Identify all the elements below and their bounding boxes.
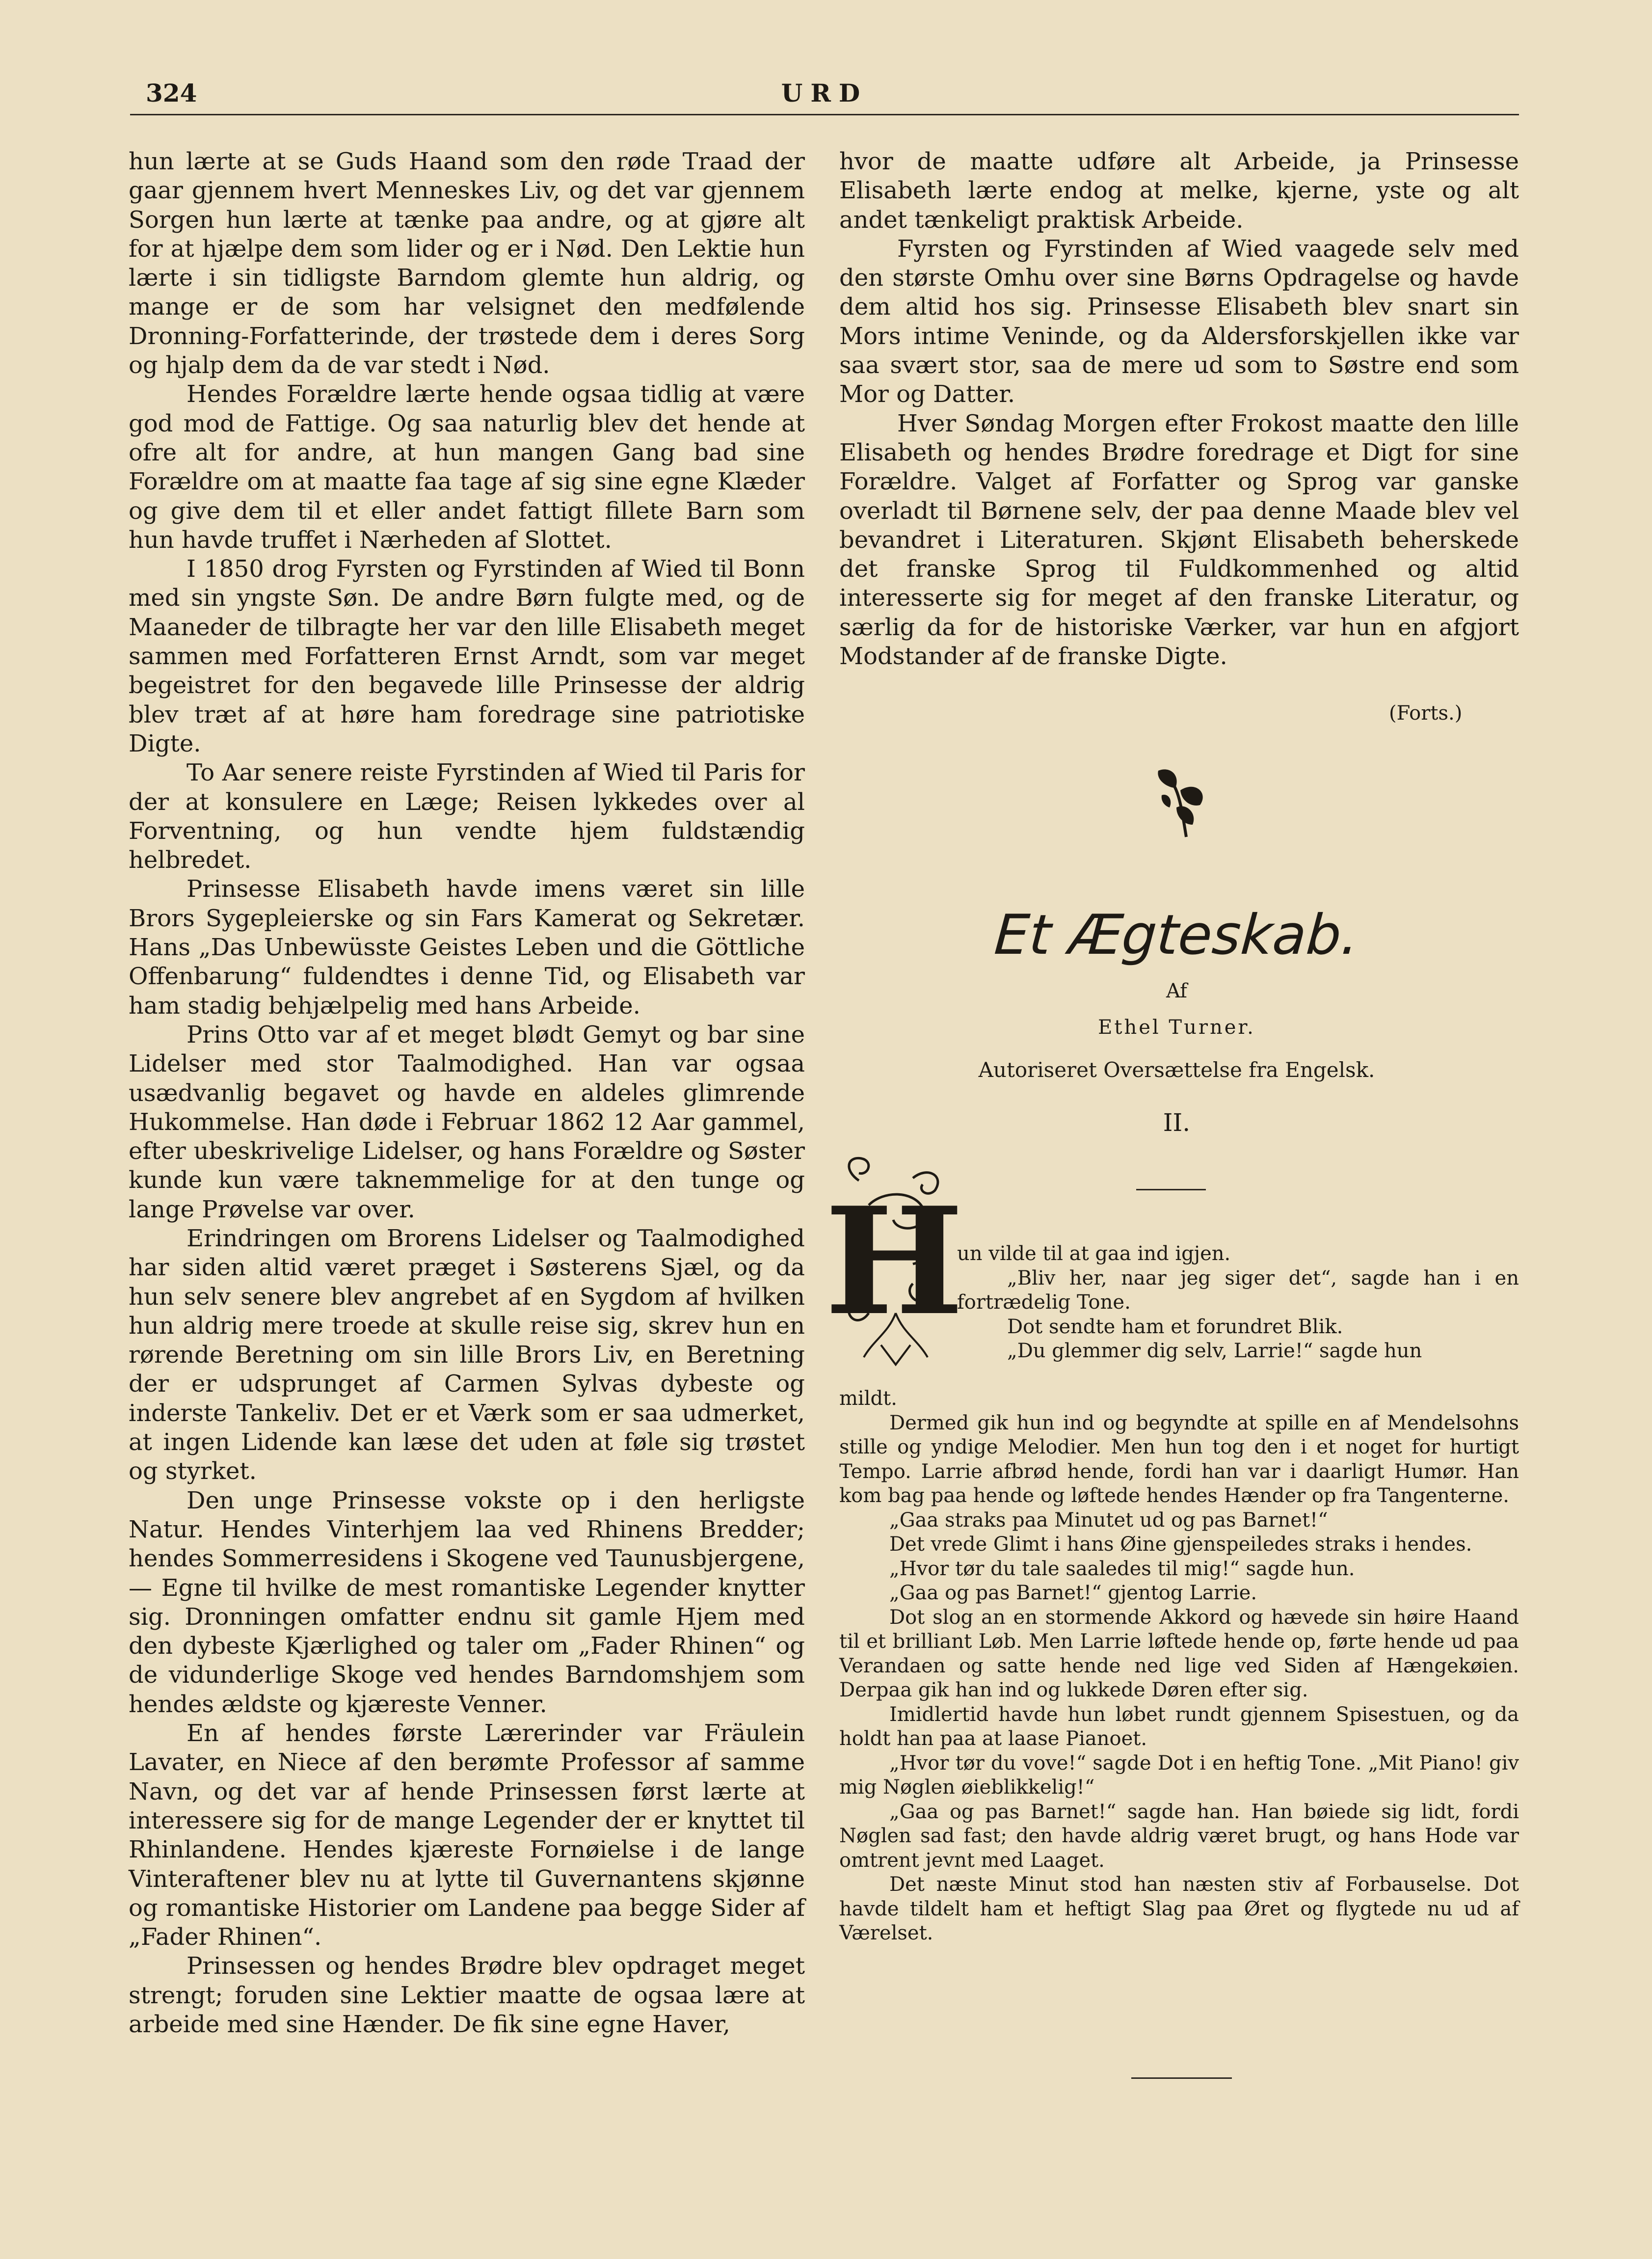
journal-title: URD (781, 79, 868, 108)
paragraph: „Bliv her, naar jeg siger det“, sagde han i en fortrædelig Tone. (957, 1266, 1519, 1314)
paragraph: hun lærte at se Guds Haand som den røde Traad der gaar gjennem hvert Menneskes Liv, og det var gjennem Sorgen hun lærte at tænke paa andre, og at gjøre alt for at hjælpe dem som lider og er i Nød. Den Lektie hun lærte i sin tidligste Barndom glemte hun aldrig, og mange er de som har velsignet den medfølende Dronning-Forfatterinde, der trøstede dem i deres Sorg og hjalp dem da de var stedt i Nød. (129, 148, 805, 379)
paragraph: Imidlertid havde hun løbet rundt gjennem Spisestuen, og da holdt han paa at laase Pianoet. (839, 1703, 1519, 1750)
paragraph: hvor de maatte udføre alt Arbeide, ja Prinsesse Elisabeth lærte endog at melke, kjerne, yste og alt andet tænkeligt praktisk Arbeide. (839, 148, 1519, 234)
story-title: Et Ægteskab. (992, 903, 1361, 967)
chapter-number: II. (1163, 1108, 1191, 1137)
byline-prefix: Af (1166, 980, 1187, 1002)
paragraph: Dot slog an en stormende Akkord og hævede sin høire Haand til et brilliant Løb. Men Larrie løftede hende op, førte hende ud paa Verandaen og satte hende ned lige ved Siden af Hængekøien. Derpaa gik han ind og lukkede Døren efter sig. (839, 1606, 1519, 1701)
paragraph: Dermed gik hun ind og begyndte at spille en af Mendelsohns stille og yndige Melodier. Men hun tog den i et noget for hurtigt Tempo. Larrie afbrød hende, fordi han var i daarligt Humør. Han kom bag paa hende og løftede hendes Hænder op fra Tangenterne. (839, 1411, 1519, 1507)
paragraph: En af hendes første Lærerinder var Fräulein Lavater, en Niece af den berømte Professor af samme Navn, og det var af hende Prinsessen først lærte at interessere sig for de mange Legender der er knyttet til Rhinlandene. Hendes kjæreste Fornøielse i de lange Vinteraftener blev nu at lytte til Guvernantens skjønne og romantiske Historier om Landene paa begge Sider af „Fader Rhinen“. (129, 1720, 805, 1951)
decorative-initial (825, 1151, 964, 1372)
story-opening-beside-initial (957, 1242, 1519, 1364)
paragraph: Den unge Prinsesse vokste op i den herligste Natur. Hendes Vinterhjem laa ved Rhinens Bredder; hendes Sommerresidens i Skogene ved Taunusbjergene, — Egne til hvilke de mest romantiske Legender knytter sig. Dronningen omfatter endnu sit gamle Hjem med den dybeste Kjærlighed og taler om „Fader Rhinen“ og de vidunderlige Skoge ved hendes Barndomshjem som hendes ældste og kjæreste Venner. (129, 1486, 805, 1718)
paragraph: Erindringen om Brorens Lidelser og Taalmodighed har siden altid været præget i Søsterens Sjæl, og da hun selv senere blev angrebet af en Sygdom af hvilken hun aldrig mere troede at skulle reise sig, skrev hun en rørende Beretning om sin lille Brors Liv, en Beretning der er udsprunget af Carmen Sylvas dybeste og inderste Tankeliv. Det er et Værk som er saa udmerket, at ingen Lidende kan læse det uden at føle sig trøstet og styrket. (129, 1224, 805, 1485)
left-column (129, 147, 805, 2039)
right-column-article-end (839, 147, 1519, 671)
paragraph: un vilde til at gaa ind igjen. (957, 1242, 1231, 1265)
paragraph: Fyrsten og Fyrstinden af Wied vaagede selv med den største Omhu over sine Børns Opdragelse og havde dem altid hos sig. Prinsesse Elisabeth blev snart sin Mors intime Veninde, og da Aldersforskjellen ikke var saa svært stor, saa de mere ud som to Søstre end som Mor og Datter. (839, 235, 1519, 408)
paragraph: „Gaa straks paa Minutet ud og pas Barnet!“ (889, 1508, 1328, 1532)
paragraph: To Aar senere reiste Fyrstinden af Wied til Paris for der at konsulere en Læge; Reisen lykkedes over al Forventning, og hun vendte hjem fuldstændig helbredet. (129, 759, 805, 874)
paragraph: Prinsessen og hendes Brødre blev opdraget meget strengt; foruden sine Lektier maatte de ogsaa lære at arbeide med sine Hænder. De fik sine egne Haver, (129, 1952, 805, 2038)
running-header (130, 79, 1519, 113)
paragraph: „Hvor tør du vove!“ sagde Dot i en heftig Tone. „Mit Piano! giv mig Nøglen øieblikkelig!“ (839, 1751, 1519, 1799)
header-rule (130, 114, 1519, 115)
paragraph: Prinsesse Elisabeth havde imens været sin lille Brors Sygepleierske og sin Fars Kamerat og Sekretær. Hans „Das Unbewüsste Geistes Leben und die Göttliche Offenbarung“ fuldendtes i denne Tid, og Elisabeth var ham stadig behjælpelig med hans Arbeide. (129, 875, 805, 1020)
page-number: 324 (146, 79, 197, 108)
paragraph: Det næste Minut stod han næsten stiv af Forbauselse. Dot havde tildelt ham et heftigt Slag paa Øret og flygtede nu ud af Værelset. (839, 1873, 1519, 1944)
paragraph: Det vrede Glimt i hans Øine gjenspeiledes straks i hendes. (889, 1533, 1472, 1556)
section-divider (1136, 1189, 1206, 1190)
drop-cap-letter: H (825, 1175, 964, 1348)
paragraph: „Du glemmer dig selv, Larrie!“ sagde hun (1007, 1340, 1422, 1362)
end-divider (1131, 2077, 1232, 2079)
paragraph: I 1850 drog Fyrsten og Fyrstinden af Wied til Bonn med sin yngste Søn. De andre Børn fulgte med, og de Maaneder de tilbragte her var den lille Elisabeth meget sammen med Forfatteren Ernst Arndt, som var meget begeistret for den begavede lille Prinsesse der aldrig blev træt af at høre ham foredrage sine patriotiske Digte. (129, 555, 805, 757)
paragraph: „Gaa og pas Barnet!“ sagde han. Han bøiede sig lidt, fordi Nøglen sad fast; den havde aldrig været brugt, og hans Hode var omtrent jevnt med Laaget. (839, 1800, 1519, 1872)
paragraph: „Hvor tør du tale saaledes til mig!“ sagde hun. (889, 1557, 1355, 1580)
paragraph: Hver Søndag Morgen efter Frokost maatte den lille Elisabeth og hendes Brødre foredrage et Digt for sine Forældre. Valget af Forfatter og Sprog var ganske overladt til Børnene selv, der paa denne Maade blev vel bevandret i Literaturen. Skjønt Elisabeth beherskede det franske Sprog til Fuldkommenhed og altid interesserte sig for meget af den franske Literatur, og særlig da for de historiske Værker, var hun en afgjort Modstander af de franske Digte. (839, 409, 1519, 671)
paragraph: Dot sendte ham et forundret Blik. (1007, 1315, 1343, 1338)
translation-note: Autoriseret Oversættelse fra Engelsk. (978, 1058, 1375, 1082)
paragraph: mildt. (839, 1387, 897, 1410)
author-name: Ethel Turner. (1098, 1016, 1255, 1039)
flower-ornament-icon (1151, 766, 1210, 839)
continued-note: (Forts.) (1389, 702, 1463, 725)
paragraph: Hendes Forældre lærte hende ogsaa tidlig at være god mod de Fattige. Og saa naturlig blev det hende at ofre alt for andre, at hun mangen Gang bad sine Forældre om at maatte faa tage af sig sine egne Klæder og give dem til et eller andet fattigt fillete Barn som hun havde truffet i Nærheden af Slottet. (129, 380, 805, 554)
paragraph: „Gaa og pas Barnet!“ gjentog Larrie. (889, 1582, 1257, 1604)
story-body (839, 1387, 1519, 1946)
paragraph: Prins Otto var af et meget blødt Gemyt og bar sine Lidelser med stor Taalmodighed. Han var ogsaa usædvanlig begavet og havde en aldeles glimrende Hukommelse. Han døde i Februar 1862 12 Aar gammel, efter ubeskrivelige Lidelser, og hans Forældre og Søster kunde kun være taknemmelige for at den tunge og lange Prøvelse var over. (129, 1021, 805, 1223)
